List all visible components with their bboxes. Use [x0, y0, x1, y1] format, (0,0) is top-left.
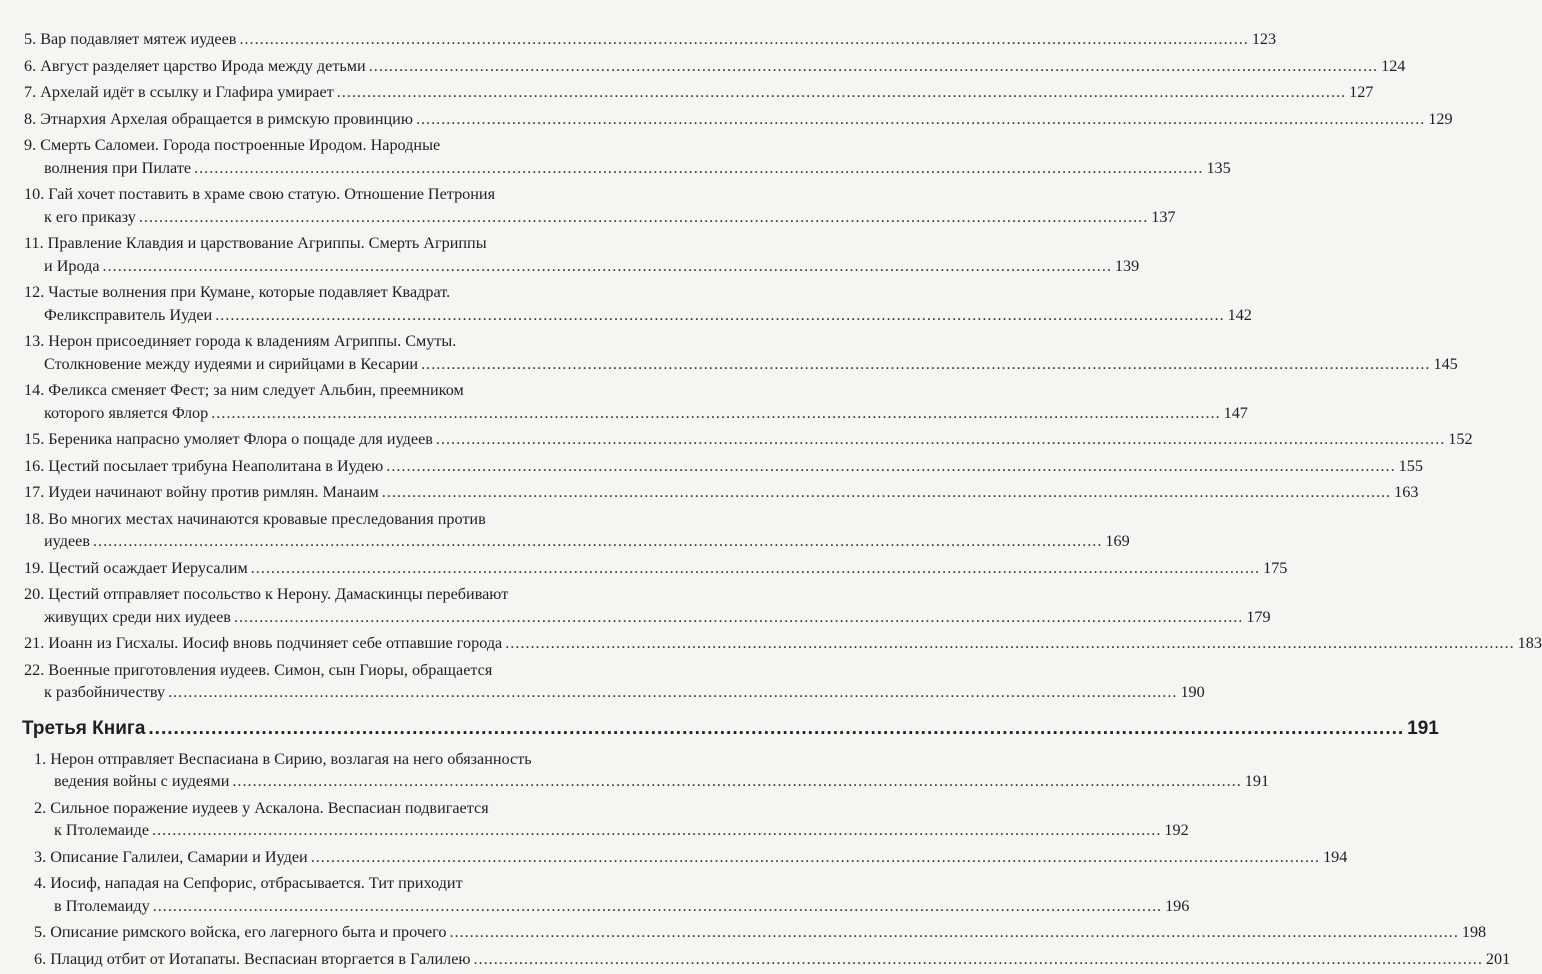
- dot-leader: ........................................................................................................................................................................................................: [211, 403, 1221, 422]
- toc-entry-text: 17. Иудеи начинают войну против римлян. Манаим: [24, 483, 379, 501]
- toc-entry-text: 15. Береника напрасно умоляет Флора о пощаде для иудеев: [24, 430, 433, 448]
- toc-entry-text: 7. Архелай идёт в ссылку и Глафира умирает: [24, 83, 334, 101]
- dot-leader: ........................................................................................................................................................................................................: [421, 354, 1431, 373]
- toc-entry[interactable]: [0, 797, 1189, 842]
- page-number: 152: [1448, 430, 1473, 448]
- toc-entry-text: к разбойничеству: [44, 683, 166, 701]
- toc-entry-text: волнения при Пилате: [44, 158, 192, 177]
- dot-leader: ........................................................................................................................................................................................................: [310, 847, 1321, 866]
- dot-leader: ........................................................................................................................................................................................................: [239, 30, 1249, 48]
- toc-entry-text: Столкновение между иудеями и сирийцами в Кесарии: [44, 354, 419, 373]
- page-number: 175: [1263, 558, 1288, 577]
- toc-entry-text: 14. Феликса сменяет Фест; за ним следует Альбин, преемником: [24, 381, 464, 399]
- toc-entry-text: 11. Правление Клавдия и царствование Агриппы. Смерть Агриппы: [24, 234, 487, 252]
- page-number: 201: [1485, 949, 1511, 968]
- page-number: 190: [1180, 683, 1205, 701]
- toc-entry-text: 18. Во многих местах начинаются кровавые преследования против: [24, 509, 486, 528]
- toc-entry[interactable]: [0, 872, 1190, 917]
- toc-entry-text: ведения войны с иудеями: [54, 772, 230, 790]
- toc-entry-text: 1. Нерон отправляет Веспасиана в Сирию, возлагая на него обязанность: [34, 749, 532, 768]
- toc-entry-text: 21. Иоанн из Гисхалы. Иосиф вновь подчиняет себе отпавшие города: [24, 634, 503, 652]
- dot-leader: ........................................................................................................................................................................................................: [102, 256, 1112, 275]
- page-number: 191: [1407, 717, 1439, 739]
- toc-entry[interactable]: [0, 232, 1140, 277]
- dot-leader: ........................................................................................................................................................................................................: [93, 532, 1103, 550]
- toc-entry[interactable]: [0, 330, 1458, 375]
- toc-entry-text: 6. Август разделяет царство Ирода между детьми: [24, 56, 366, 75]
- toc-entry[interactable]: [0, 28, 1277, 51]
- dot-leader: ........................................................................................................................................................................................................: [473, 949, 1483, 968]
- toc-entry[interactable]: [0, 921, 1487, 944]
- toc-entry[interactable]: [0, 948, 1511, 971]
- toc-entry-text: 16. Цестий посылает трибуна Неаполитана в Иудею: [24, 456, 384, 475]
- page-number: 192: [1164, 821, 1189, 839]
- toc-entry-text: 13. Нерон присоединяет города к владениям Агриппы. Смуты.: [24, 332, 457, 350]
- page-number: 127: [1349, 83, 1374, 101]
- toc-entry-text: 8. Этнархия Архелая обращается в римскую провинцию: [24, 109, 413, 128]
- toc-entry[interactable]: [0, 583, 1271, 628]
- toc-entry-text: 9. Смерть Саломеи. Города построенные Иродом. Народные: [24, 136, 441, 154]
- toc-entry[interactable]: [0, 481, 1419, 504]
- dot-leader: ........................................................................................................................................................................................................: [215, 305, 1225, 324]
- toc-entry[interactable]: [0, 281, 1252, 326]
- dot-leader: ........................................................................................................................................................................................................: [415, 109, 1426, 128]
- page-number: 124: [1381, 56, 1406, 75]
- toc-entry-text: Феликсправитель Иудеи: [44, 305, 213, 324]
- page-number: 163: [1394, 483, 1419, 501]
- toc-entry-text: 19. Цестий осаждает Иерусалим: [24, 558, 248, 577]
- toc-entry[interactable]: [0, 81, 1374, 104]
- toc-entry[interactable]: [0, 55, 1406, 78]
- book-three-heading[interactable]: [0, 717, 1439, 740]
- toc-entry-text: к Птолемаиде: [54, 821, 150, 839]
- toc-entry[interactable]: [0, 379, 1248, 424]
- toc-entry-text: которого является Флор: [44, 403, 209, 422]
- toc-entry-text: 3. Описание Галилеи, Самарии и Иудеи: [34, 847, 308, 866]
- page-number: 155: [1398, 456, 1423, 475]
- dot-leader: ........................................................................................................................................................................................................: [449, 923, 1459, 941]
- section-title: Третья Книга: [22, 717, 146, 739]
- dot-leader: ........................................................................................................................................................................................................: [505, 634, 1515, 652]
- dot-leader: ........................................................................................................................................................................................................: [233, 607, 1244, 626]
- toc-entry-text: 20. Цестий отправляет посольство к Нерону. Дамаскинцы перебивают: [24, 585, 509, 603]
- page-number: 129: [1428, 109, 1453, 128]
- page-number: 139: [1114, 256, 1140, 275]
- toc-entry[interactable]: [0, 557, 1288, 580]
- toc-entry[interactable]: [0, 428, 1473, 451]
- toc-entry-text: и Ирода: [44, 256, 100, 275]
- page-number: 169: [1105, 532, 1130, 550]
- dot-leader: ........................................................................................................................................................................................................: [152, 821, 1162, 839]
- toc-entry[interactable]: [0, 455, 1423, 478]
- toc-entry-text: 22. Военные приготовления иудеев. Симон, сын Гиоры, обращается: [24, 660, 493, 679]
- page-number: 142: [1227, 305, 1252, 324]
- toc-entry-text: живущих среди них иудеев: [44, 607, 231, 626]
- toc-entry-text: 12. Частые волнения при Кумане, которые подавляет Квадрат.: [24, 283, 451, 301]
- dot-leader: ........................................................................................................................................................................................................: [232, 772, 1242, 790]
- toc-entry[interactable]: [0, 846, 1348, 869]
- dot-leader: ........................................................................................................................................................................................................: [152, 896, 1163, 915]
- page-number: 191: [1244, 772, 1270, 790]
- dot-leader: ........................................................................................................................................................................................................: [168, 683, 1178, 701]
- page-number: 123: [1251, 30, 1277, 48]
- page-number: 194: [1323, 847, 1348, 866]
- table-of-contents: [0, 28, 1542, 974]
- toc-entry[interactable]: [0, 508, 1130, 553]
- toc-entry[interactable]: [0, 659, 1205, 704]
- dot-leader: ........................................................................................................................................................................................................: [381, 483, 1392, 501]
- page-number: 147: [1223, 403, 1248, 422]
- toc-entry-text: 6. Плацид отбит от Иотапаты. Веспасиан вторгается в Галилею: [34, 949, 471, 968]
- page-number: 196: [1165, 896, 1190, 915]
- page-number: 179: [1246, 607, 1271, 626]
- dot-leader: ........................................................................................................................................................................................................: [148, 717, 1405, 739]
- dot-leader: ........................................................................................................................................................................................................: [368, 56, 1379, 75]
- page-number: 135: [1206, 158, 1231, 177]
- dot-leader: ........................................................................................................................................................................................................: [336, 83, 1347, 101]
- toc-entry-text: 4. Иосиф, нападая на Сепфорис, отбрасывается. Тит приходит: [34, 874, 463, 892]
- page-number: 198: [1461, 923, 1487, 941]
- toc-entry[interactable]: [0, 748, 1270, 793]
- dot-leader: ........................................................................................................................................................................................................: [386, 456, 1396, 475]
- dot-leader: ........................................................................................................................................................................................................: [435, 430, 1446, 448]
- toc-entry-text: к его приказу: [44, 207, 136, 226]
- toc-entry[interactable]: [0, 632, 1542, 655]
- toc-entry-text: 5. Вар подавляет мятеж иудеев: [24, 30, 237, 48]
- toc-entry-text: 10. Гай хочет поставить в храме свою статую. Отношение Петрония: [24, 185, 496, 203]
- toc-entry-text: 2. Сильное поражение иудеев у Аскалона. Веспасиан подвигается: [34, 798, 489, 817]
- page-number: 145: [1433, 354, 1458, 373]
- toc-entry[interactable]: [0, 108, 1453, 131]
- toc-entry[interactable]: [0, 134, 1231, 179]
- toc-entry[interactable]: [0, 183, 1176, 228]
- page-number: 183: [1517, 634, 1542, 652]
- dot-leader: ........................................................................................................................................................................................................: [250, 558, 1261, 577]
- toc-entry-text: в Птолемаиду: [54, 896, 150, 915]
- toc-entry-text: 5. Описание римского войска, его лагерного быта и прочего: [34, 923, 447, 941]
- page-number: 137: [1151, 207, 1176, 226]
- dot-leader: ........................................................................................................................................................................................................: [138, 207, 1149, 226]
- toc-entry-text: иудеев: [44, 532, 90, 550]
- dot-leader: ........................................................................................................................................................................................................: [194, 158, 1204, 177]
